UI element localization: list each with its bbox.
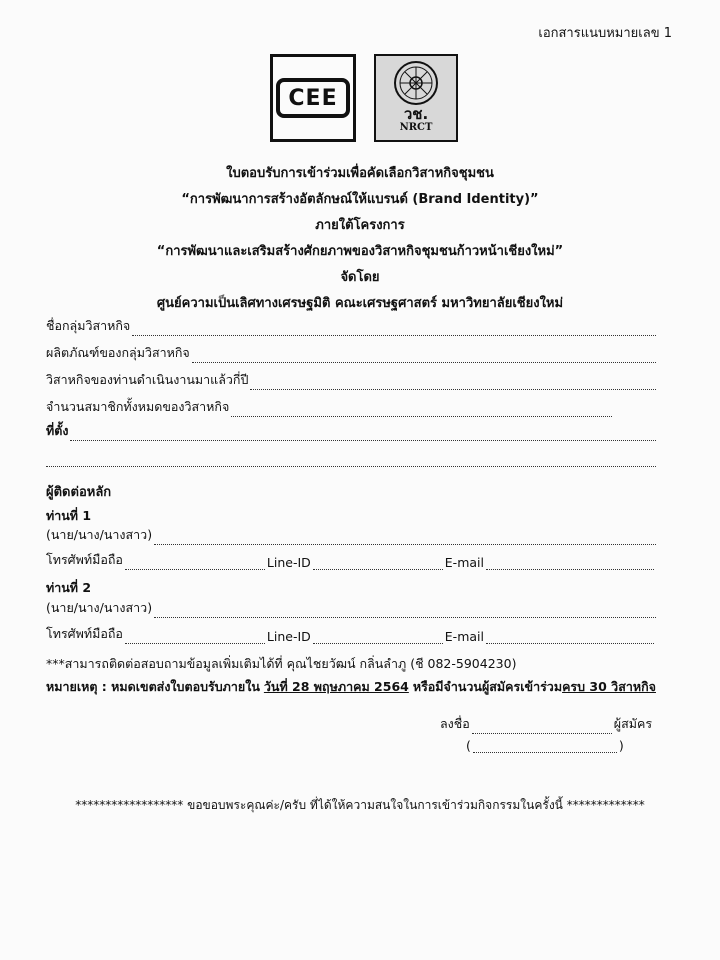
address-field[interactable]	[46, 423, 656, 441]
group-name-field[interactable]	[46, 318, 656, 336]
address-line-1[interactable]	[70, 428, 656, 441]
printed-name-open-paren: (	[466, 738, 471, 753]
under-project-label: ภายใต้โครงการ	[315, 218, 405, 233]
sign-label: ลงชื่อ	[440, 716, 470, 731]
organized-by-label: จัดโดย	[340, 270, 380, 285]
remark-label: หมายเหตุ : หมดเขตส่งใบตอบรับภายใน	[46, 679, 260, 694]
products-label: ผลิตภัณฑ์ของกลุ่มวิสาหกิจ	[46, 345, 190, 360]
thanks-stars-left: ******************	[75, 798, 184, 812]
person-2-email-label: E-mail	[444, 629, 484, 644]
person-2-name-field[interactable]	[46, 600, 656, 618]
products-field[interactable]	[46, 345, 656, 363]
attachment-number: เอกสารแนบหมายเลข 1	[538, 26, 672, 41]
form-title: ใบตอบรับการเข้าร่วมเพื่อคัดเลือกวิสาหกิจชุมชน	[226, 166, 494, 181]
signature-line[interactable]	[472, 721, 612, 734]
thanks-stars-right: *************	[566, 798, 645, 812]
nrct-logo-thai: วช.	[403, 105, 429, 123]
group-name-line[interactable]	[132, 323, 656, 336]
members-field[interactable]	[46, 399, 612, 417]
nrct-logo-english: NRCT	[399, 122, 433, 133]
person-2-line-line[interactable]	[313, 631, 443, 644]
years-field[interactable]	[46, 372, 656, 390]
cee-logo-text: CEE	[276, 78, 350, 118]
person-2-phone-label: โทรศัพท์มือถือ	[46, 626, 123, 641]
remark-note	[46, 677, 706, 697]
thanks-text: ขอขอบพระคุณค่ะ/ครับ ที่ได้ให้ความสนใจในการเข้าร่วมกิจกรรมในครั้งนี้	[187, 798, 563, 812]
person-2-email-line[interactable]	[486, 631, 654, 644]
remark-limit: ครบ 30 วิสาหกิจ	[562, 679, 656, 694]
address-line-2[interactable]	[46, 454, 656, 467]
program-title: “การพัฒนาและเสริมสร้างศักยภาพของวิสาหกิจชุมชนก้าวหน้าเชียงใหม่”	[156, 244, 564, 259]
person-1-line-line[interactable]	[313, 557, 443, 570]
person-1-title: ท่านที่ 1	[46, 508, 92, 523]
organizer-name: ศูนย์ความเป็นเลิศทางเศรษฐมิติ คณะเศรษฐศาสตร์ มหาวิทยาลัยเชียงใหม่	[156, 296, 564, 311]
printed-name-row	[466, 738, 624, 753]
members-label: จำนวนสมาชิกทั้งหมดของวิสาหกิจ	[46, 399, 230, 414]
members-line[interactable]	[231, 404, 612, 417]
address-field-2[interactable]	[46, 449, 656, 467]
nrct-logo	[374, 54, 458, 142]
person-2-line-label: Line-ID	[266, 629, 311, 644]
inquiry-note: ***สามารถติดต่อสอบถามข้อมูลเพิ่มเติมได้ที่ คุณไชยวัฒน์ กลิ่นลำภู (ชี 082-5904230)	[46, 656, 517, 671]
signature-row	[440, 714, 652, 734]
person-2-name-label: (นาย/นาง/นางสาว)	[46, 600, 153, 615]
person-1-name-field[interactable]	[46, 527, 656, 545]
project-title: “การพัฒนาการสร้างอัตลักษณ์ให้แบรนด์ (Brand Identity)”	[181, 192, 539, 207]
person-1-email-line[interactable]	[486, 557, 654, 570]
person-1-name-line[interactable]	[154, 532, 656, 545]
person-1-phone-label: โทรศัพท์มือถือ	[46, 552, 123, 567]
printed-name-close-paren: )	[618, 738, 624, 753]
person-2-contact-row	[46, 626, 656, 644]
person-1-name-label: (นาย/นาง/นางสาว)	[46, 527, 153, 542]
products-line[interactable]	[192, 350, 656, 363]
person-1-email-label: E-mail	[444, 555, 484, 570]
remark-middle: หรือมีจำนวนผู้สมัครเข้าร่วม	[412, 679, 563, 694]
thanks-note	[0, 796, 720, 815]
person-2-name-line[interactable]	[154, 605, 656, 618]
nrct-seal-icon	[390, 60, 442, 106]
contact-title: ผู้ติดต่อหลัก	[46, 485, 112, 500]
printed-name-line[interactable]	[473, 740, 617, 753]
years-label: วิสาหกิจของท่านดำเนินงานมาแล้วกี่ปี	[46, 372, 249, 387]
person-2-phone-line[interactable]	[125, 631, 265, 644]
years-line[interactable]	[250, 377, 656, 390]
person-2-title: ท่านที่ 2	[46, 580, 92, 595]
remark-deadline: วันที่ 28 พฤษภาคม 2564	[263, 679, 409, 694]
person-1-contact-row	[46, 552, 656, 570]
cee-logo	[270, 54, 356, 142]
applicant-label: ผู้สมัคร	[613, 716, 653, 731]
group-name-label: ชื่อกลุ่มวิสาหกิจ	[46, 318, 131, 333]
address-label: ที่ตั้ง	[46, 423, 69, 438]
person-1-line-label: Line-ID	[266, 555, 311, 570]
person-1-phone-line[interactable]	[125, 557, 265, 570]
